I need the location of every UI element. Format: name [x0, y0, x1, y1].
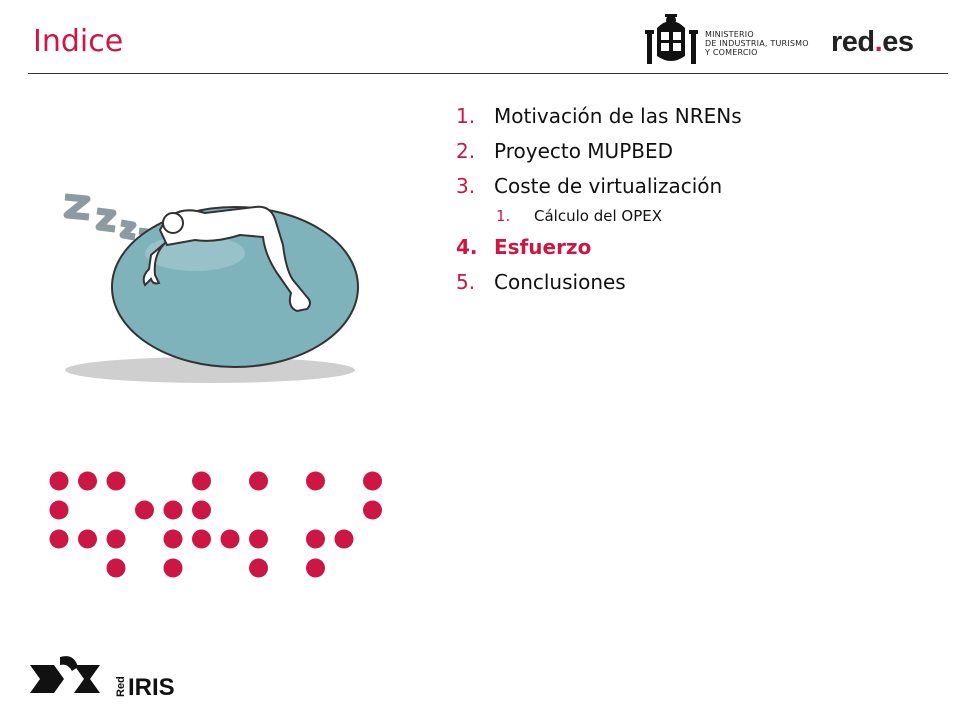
ministry-line-3: Y COMERCIO [705, 48, 758, 57]
redes-logo-dot: . [874, 26, 883, 58]
braille-dot [306, 472, 325, 491]
redes-logo-left: red [831, 26, 875, 58]
agenda-item-label: Esfuerzo [494, 235, 592, 259]
agenda-list [456, 100, 936, 301]
braille-dot [78, 530, 97, 549]
braille-dot [306, 559, 325, 578]
agenda-item-number: 3. [456, 174, 476, 198]
braille-dot [192, 530, 211, 549]
braille-dot [135, 501, 154, 520]
braille-dot [335, 530, 354, 549]
braille-dot [50, 501, 69, 520]
agenda-subitem [456, 205, 936, 231]
agenda-item [456, 170, 936, 205]
braille-dot [50, 472, 69, 491]
agenda-item [456, 100, 936, 135]
braille-dot [221, 530, 240, 549]
agenda-item-label: Conclusiones [494, 270, 626, 294]
agenda-item-number: 4. [456, 235, 478, 259]
braille-dot [164, 501, 183, 520]
redes-logo-right: es [882, 26, 914, 58]
sleeping-ball-illustration [55, 185, 365, 390]
braille-dot [192, 501, 211, 520]
rediris-logo-small: Red [115, 676, 127, 697]
agenda-item [456, 266, 936, 301]
agenda-item-number: 1. [496, 207, 511, 225]
agenda-item-label: Cálculo del OPEX [534, 207, 662, 225]
braille-dot [107, 530, 126, 549]
title-divider [28, 73, 948, 74]
agenda-item-current [456, 231, 936, 266]
braille-dot [107, 472, 126, 491]
agenda-item-label: Motivación de las NRENs [494, 104, 742, 128]
braille-dot [363, 501, 382, 520]
braille-dots-graphic [46, 468, 396, 578]
ministry-line-2: DE INDUSTRIA, TURISMO [705, 39, 809, 48]
agenda-item-label: Proyecto MUPBED [494, 139, 674, 163]
agenda-item-number: 5. [456, 270, 476, 294]
agenda-item [456, 135, 936, 170]
rediris-logo [28, 655, 218, 707]
ministry-name [705, 30, 809, 57]
braille-dot [249, 559, 268, 578]
braille-dot [50, 530, 69, 549]
agenda-item-number: 2. [456, 139, 476, 163]
braille-dot [78, 472, 97, 491]
rediris-logo-big: IRIS [128, 674, 175, 701]
ministry-line-1: MINISTERIO [705, 30, 754, 39]
braille-dot [249, 530, 268, 549]
braille-dot [107, 559, 126, 578]
redes-logo [831, 26, 913, 59]
braille-dot [363, 472, 382, 491]
braille-dot [249, 472, 268, 491]
braille-dot [306, 530, 325, 549]
braille-dot [164, 559, 183, 578]
snore-zzz-icon [65, 197, 149, 241]
agenda-item-number: 1. [456, 104, 476, 128]
braille-dot [192, 472, 211, 491]
braille-dot [164, 530, 183, 549]
agenda-item-label: Coste de virtualización [494, 174, 723, 198]
slide-title: Indice [33, 24, 124, 59]
